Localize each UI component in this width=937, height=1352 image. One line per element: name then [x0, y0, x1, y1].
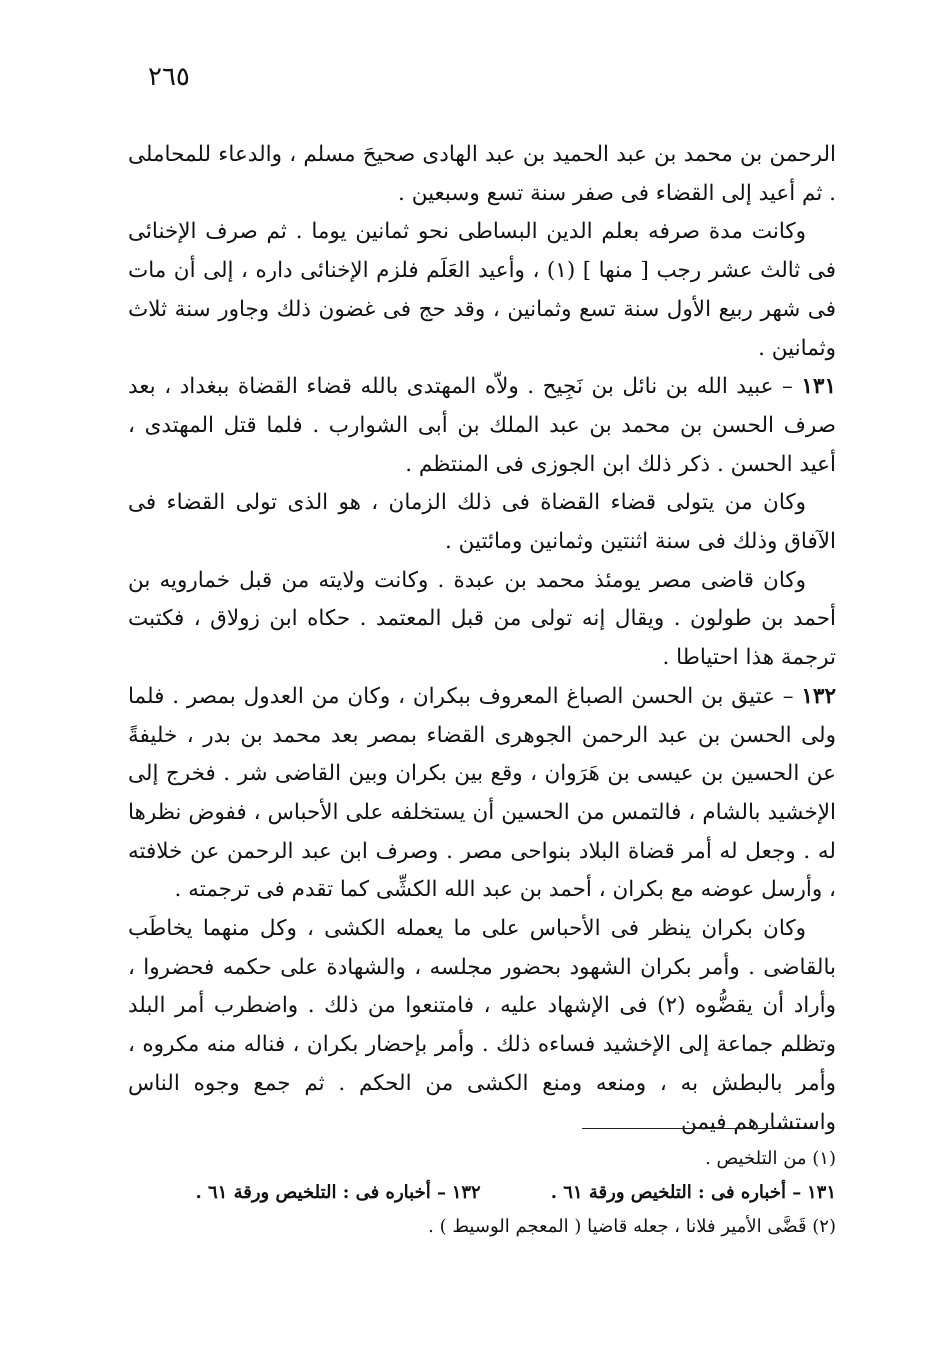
entry-131 — [128, 368, 836, 484]
source-text-131: – أخباره فى : التلخيص ورقة ٦١ . — [550, 1182, 802, 1203]
entry-132-text: – عتيق بن الحسن الصباغ المعروف ببكران ، وكان من العدول بمصر . فلما ولى الحسن بن عبد الرحمن الجوهرى القضاء بمصر بعد محمد بن بدر ، خليفةً عن الحسين بن عيسى بن هَرَوان ، وقع بين بكران وبين القاضى شر . فخرج إلى الإخشيد بالشام ، فالتمس من الحسين أن يستخلفه على الأحباس ، ففوض نظرها له . وجعل له أمر قضاة البلاد بنواحى مصر . وصرف ابن عبد الرحمن عن خلافته ، وأرسل عوضه مع بكران ، أحمد بن عبد الله الكشِّى كما تقدم فى ترجمته . — [128, 683, 836, 903]
source-number-132: ١٣٢ — [451, 1182, 481, 1203]
footnote-sources-row — [120, 1176, 836, 1210]
source-note-132 — [195, 1176, 480, 1210]
footnote-2: (٢) قَضَّى الأمير فلانا ، جعله قاضيا ( المعجم الوسيط ) . — [428, 1216, 836, 1237]
footnote-1: (١) من التلخيص . — [705, 1148, 836, 1169]
entry-131-text: – عبيد الله بن نائل بن نَجِيح . ولاّه المهتدى بالله قضاء القضاة ببغداد ، بعد صرف الحسن بن محمد بن عبد الملك بن أبى الشوارب . فلما قتل المهتدى ، أعيد الحسن . ذكر ذلك ابن الجوزى فى المنتظم . — [128, 374, 836, 477]
footnote-separator — [582, 1128, 817, 1129]
paragraph-qadi-misr: وكان قاضى مصر يومئذ محمد بن عبدة . وكانت ولايته من قبل خمارويه بن أحمد بن طولون . ويقال إنه تولى من قبل المعتمد . حكاه ابن زولاق ، فكتبت ترجمة هذا احتياطا . — [128, 567, 836, 671]
main-text — [128, 136, 836, 1142]
entry-number-131: ١٣١ — [801, 374, 836, 400]
paragraph-qadi-al-qudat: وكان من يتولى قضاء القضاة فى ذلك الزمان ، هو الذى تولى القضاء فى الآفاق وذلك فى سنة اثنتين وثمانين ومائتين . — [128, 490, 836, 555]
source-text-132: – أخباره فى : التلخيص ورقة ٦١ . — [195, 1182, 446, 1203]
entry-132 — [128, 678, 836, 910]
source-note-131 — [551, 1176, 836, 1210]
page-number: ٢٦٥ — [148, 62, 190, 92]
paragraph-mudda-sarfihi: وكانت مدة صرفه بعلم الدين البساطى نحو ثمانين يوما . ثم صرف الإخنائى فى ثالث عشر رجب [ منها ] (١) ، وأعيد العَلَم فلزم الإخنائى داره ، إلى أن مات فى شهر ربيع الأول سنة تسع وثمانين ، وقد حج فى غضون ذلك وجاور سنة ثلاث وثمانين . — [128, 219, 836, 361]
paragraph-continuation: الرحمن بن محمد بن عبد الحميد بن عبد الهادى صحيحَ مسلم ، والدعاء للمحاملى . ثم أعيد إلى القضاء فى صفر سنة تسع وسبعين . — [128, 142, 836, 206]
footnotes — [120, 1142, 836, 1244]
source-number-131: ١٣١ — [806, 1182, 836, 1203]
entry-number-132: ١٣٢ — [801, 683, 836, 709]
paragraph-bakran: وكان بكران ينظر فى الأحباس على ما يعمله الكشى ، وكل منهما يخاطَب بالقاضى . وأمر بكران الشهود بحضور مجلسه ، والشهادة على حكمه فحضروا ، وأراد أن يقضُّوه (٢) فى الإشهاد عليه ، فامتنعوا من ذلك . واضطرب أمر البلد وتظلم جماعة إلى الإخشيد فساءه ذلك . وأمر بإحضار بكران ، فناله منه مكروه ، وأمر بالبطش به ، ومنعه ومنع الكشى من الحكم . ثم جمع وجوه الناس واستشارهم فيمن — [128, 916, 836, 1135]
